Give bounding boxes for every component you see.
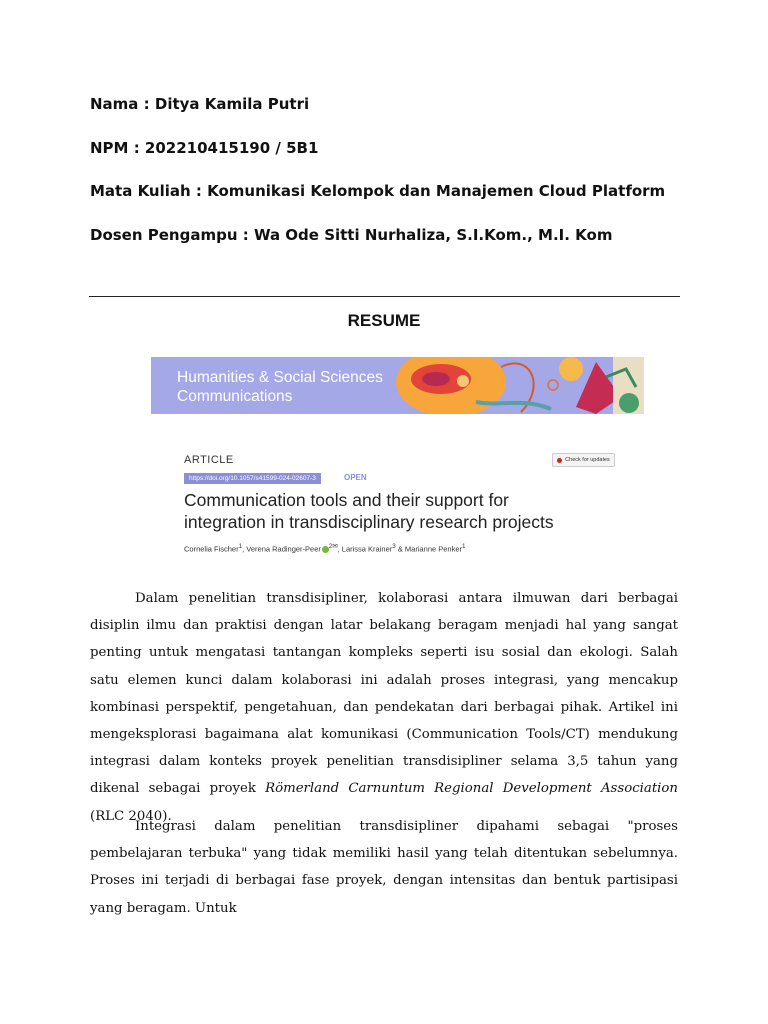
paragraph-1-tail: (RLC 2040).	[90, 808, 172, 824]
paragraph-1-italic: Römerland Carnuntum Regional Development Association	[265, 781, 678, 797]
paragraph-2-text: Integrasi dalam penelitian transdisipliner dipahami sebagai "proses pembelajaran terbuka" yang tidak memiliki hasil yang telah ditentukan sebelumnya. Proses ini terjadi di berbagai fase proyek, dengan intensitas dan bentuk partisipasi yang beragam. Untuk	[90, 819, 678, 916]
paragraph-1-text: Dalam penelitian transdisipliner, kolaborasi antara ilmuwan dari berbagai disiplin ilmu dan praktisi dengan latar belakang beragam menjadi hal yang sangat penting untuk mengatasi tantangan kompleks seperti isu sosial dan ekologi. Salah satu elemen kunci dalam kolaborasi ini adalah proses integrasi, yang mencakup kombinasi perspektif, pengetahuan, dan pendekatan dari berbagai pihak. Artikel ini mengeksplorasi bagaimana alat komunikasi (Communication Tools/CT) mendukung integrasi dalam konteks proyek penelitian transdisipliner selama 3,5 tahun yang dikenal sebagai proyek	[90, 591, 678, 797]
orcid-icon	[322, 546, 329, 553]
check-updates-button[interactable]	[552, 453, 615, 467]
author-1-affiliation: 1	[238, 543, 243, 550]
journal-name-line1: Humanities & Social Sciences	[177, 369, 383, 386]
student-npm: NPM : 202210415190 / 5B1	[90, 139, 319, 157]
author-2-affiliation: 2✉	[328, 543, 338, 550]
article-title-line1: Communication tools and their support for	[184, 490, 509, 510]
open-access-label: OPEN	[344, 473, 367, 482]
body-paragraph-1	[90, 585, 678, 830]
author-4: Marianne Penker	[404, 544, 463, 554]
journal-name-line2: Communications	[177, 388, 293, 405]
author-3: Larissa Krainer	[341, 544, 393, 554]
author-4-affiliation: 1	[462, 543, 466, 550]
journal-name	[177, 368, 383, 406]
author-2: Verena Radinger-Peer	[246, 544, 321, 554]
header-divider	[89, 296, 680, 297]
author-separator: ,	[337, 544, 342, 554]
article-type-label: ARTICLE	[184, 454, 234, 466]
article-title	[184, 489, 634, 533]
student-name: Nama : Ditya Kamila Putri	[90, 95, 310, 113]
page-title: RESUME	[347, 311, 421, 330]
author-3-affiliation: 3	[392, 543, 396, 550]
article-screenshot	[151, 357, 644, 565]
check-updates-label: Check for updates	[565, 457, 610, 463]
banner-artwork	[381, 357, 644, 414]
check-updates-icon	[557, 458, 562, 463]
body-paragraph-2	[90, 813, 678, 922]
lecturer-name: Dosen Pengampu : Wa Ode Sitti Nurhaliza, S.I.Kom., M.I. Kom	[90, 226, 613, 244]
article-authors	[184, 543, 466, 554]
author-separator: &	[395, 544, 405, 554]
article-title-line2: integration in transdisciplinary research projects	[184, 512, 554, 532]
journal-banner	[151, 357, 644, 414]
doi-link[interactable]: https://doi.org/10.1057/s41599-024-02607-3	[184, 473, 321, 484]
course-name: Mata Kuliah : Komunikasi Kelompok dan Manajemen Cloud Platform	[90, 182, 666, 200]
author-1: Cornelia Fischer	[184, 544, 239, 554]
author-separator: ,	[242, 544, 247, 554]
